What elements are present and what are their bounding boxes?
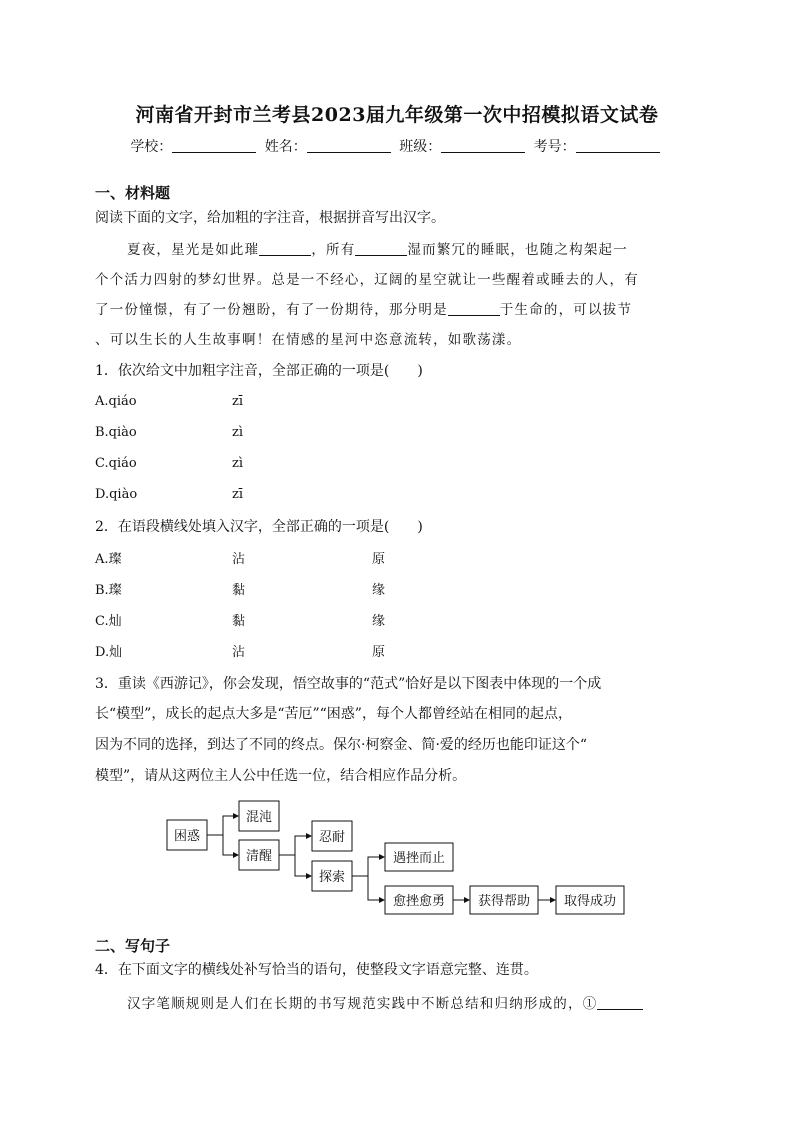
section1-instruction: 阅读下面的文字，给加粗的字注音，根据拼音写出汉字。: [95, 210, 445, 226]
q2-option-a-2: 沾: [232, 552, 246, 567]
fill-blank-2[interactable]: [355, 243, 407, 256]
q1-option-b-2: zì: [232, 425, 244, 440]
q3-line-2: 长“模型”，成长的起点大多是“苦厄”“困惑”，每个人都曾经站在相同的起点，: [95, 706, 572, 722]
passage-line-1: 夏夜，星光是如此璀 ，所有 湿而繁冗的睡眠，也随之构架起一: [127, 242, 628, 258]
node-chaos: 混沌: [245, 810, 273, 825]
passage-line-2: 个个活力四射的梦幻世界。总是一不经心，辽阔的星空就让一些醒着或睡去的人，有: [95, 272, 639, 288]
q1-option-b[interactable]: B.qiào: [95, 425, 137, 440]
exam-title: 河南省开封市兰考县2023届九年级第一次中招模拟语文试卷: [135, 104, 659, 126]
q2-option-c-2: 黏: [232, 614, 246, 629]
class-blank[interactable]: [441, 138, 525, 153]
fill-blank-3[interactable]: [448, 303, 500, 316]
q1-option-c-2: zì: [232, 456, 244, 471]
number-blank[interactable]: [576, 138, 660, 153]
q2-option-c[interactable]: C.灿: [95, 614, 122, 629]
q2-option-b-3: 缘: [372, 583, 386, 598]
school-blank[interactable]: [172, 138, 256, 153]
q3-line-1: 3．重读《西游记》，你会发现，悟空故事的“范式”恰好是以下图表中体现的一个成: [95, 676, 602, 692]
q1-option-c[interactable]: C.qiáo: [95, 456, 137, 471]
node-stop: 遇挫而止: [392, 851, 446, 866]
node-success: 取得成功: [563, 894, 617, 909]
fill-blank-1[interactable]: [259, 243, 311, 256]
node-brave: 愈挫愈勇: [392, 894, 446, 909]
node-explore: 探索: [318, 870, 346, 885]
student-info-line: [0, 136, 794, 156]
node-endure: 忍耐: [318, 830, 346, 845]
q1-option-d-2: zī: [232, 487, 244, 502]
q4-passage: 汉字笔顺规则是人们在长期的书写规范实践中不断总结和归纳形成的，①: [127, 992, 643, 1012]
node-awake: 清醒: [245, 849, 273, 864]
q2-option-a-3: 原: [372, 552, 386, 567]
q2-option-a[interactable]: A.璨: [95, 552, 122, 567]
node-confusion: 困惑: [173, 829, 201, 844]
number-label: 考号：: [533, 139, 576, 155]
q1-stem: 1．依次给文中加粗字注音，全部正确的一项是( ): [95, 363, 423, 379]
q2-option-b[interactable]: B.璨: [95, 583, 122, 598]
q2-option-b-2: 黏: [232, 583, 246, 598]
q1-option-a[interactable]: A.qiáo: [95, 394, 137, 409]
q2-stem: 2．在语段横线处填入汉字，全部正确的一项是( ): [95, 519, 423, 535]
name-label: 姓名：: [264, 139, 307, 155]
q2-option-d-3: 原: [372, 645, 386, 660]
section1-heading: 一、材料题: [95, 184, 171, 202]
section2-heading: 二、写句子: [95, 937, 171, 955]
q2-option-d[interactable]: D.灿: [95, 645, 123, 660]
class-label: 班级：: [399, 139, 442, 155]
passage-line-4: 、可以生长的人生故事啊！在情感的星河中恣意流转，如歌荡漾。: [95, 332, 522, 348]
q3-line-3: 因为不同的选择，到达了不同的终点。保尔·柯察金、简·爱的经历也能印证这个“: [95, 737, 588, 753]
node-help: 获得帮助: [477, 894, 531, 909]
q4-stem: 4．在下面文字的横线处补写恰当的语句，使整段文字语意完整、连贯。: [95, 962, 538, 978]
q4-blank-1[interactable]: [597, 997, 643, 1010]
q2-option-d-2: 沾: [232, 645, 246, 660]
growth-model-diagram: [160, 795, 630, 915]
passage-line-3: 了一份憧憬，有了一份翘盼，有了一份期待，那分明是 于生命的，可以拔节: [95, 302, 633, 318]
q1-option-d[interactable]: D.qiào: [95, 487, 138, 502]
q3-line-4: 模型”，请从这两位主人公中任选一位，结合相应作品分析。: [95, 768, 467, 784]
q2-option-c-3: 缘: [372, 614, 386, 629]
name-blank[interactable]: [307, 138, 391, 153]
q1-option-a-2: zī: [232, 394, 244, 409]
school-label: 学校：: [130, 139, 173, 155]
